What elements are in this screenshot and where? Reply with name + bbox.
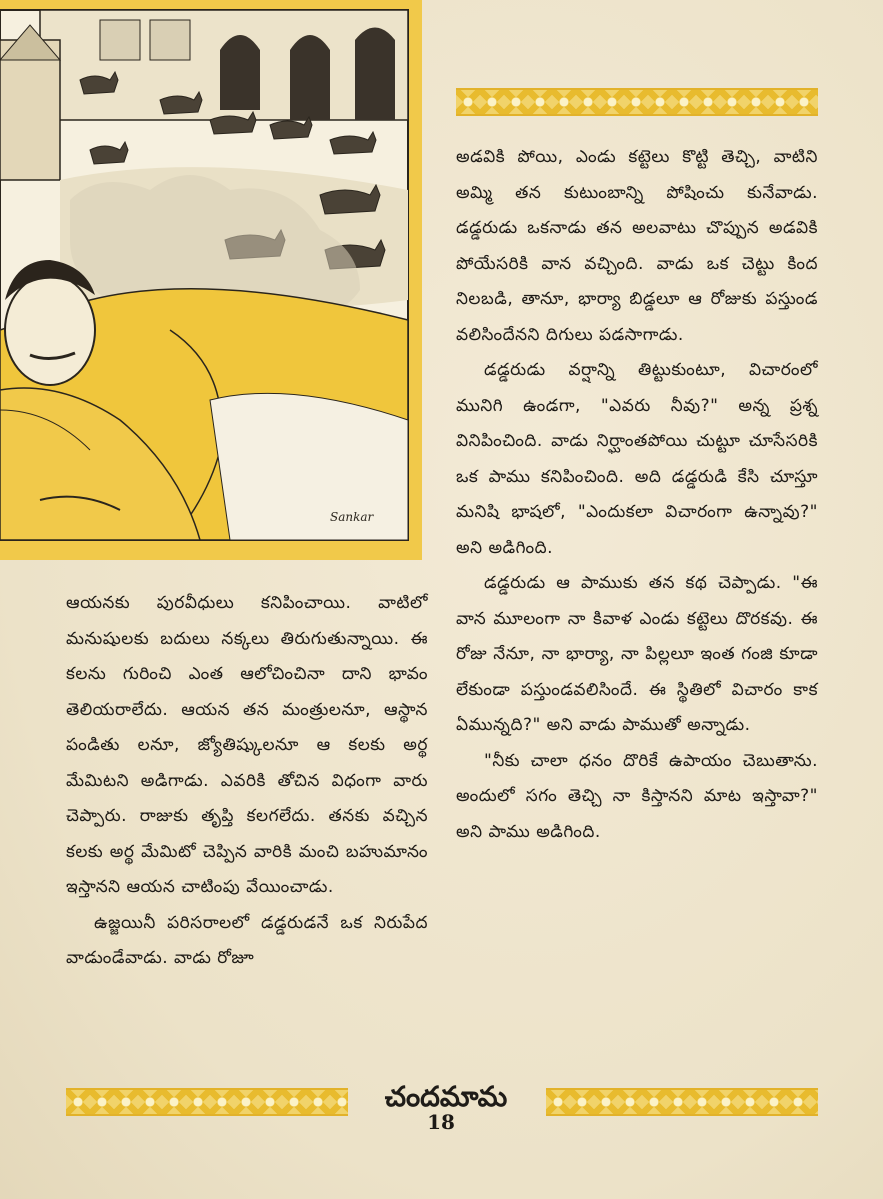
top-ornament-border: [456, 88, 818, 116]
dream-of-jackals-image: [0, 0, 422, 560]
paragraph: ఉజ్జయినీ పరిసరాలలో డడ్డరుడనే ఒక నిరుపేద వాడుండేవాడు. వాడు రోజూ: [66, 912, 428, 968]
paragraph: ఆయనకు పురవీధులు కనిపించాయి. వాటిలో మనుషులకు బదులు నక్కలు తిరుగుతున్నాయి. ఈ కలను గురించి ఎంత ఆలోచించినా దాని భావం తెలియరాలేదు. ఆయన తన మంత్రులనూ, ఆస్థాన పండితు లనూ, జ్యోతిష్కులనూ ఆ కలకు అర్థ మేమిటని అడిగాడు. ఎవరికి తోచిన విధంగా వారు చెప్పారు. రాజుకు తృప్తి కలగలేదు. తనకు వచ్చిన కలకు అర్థ మేమిటో చెప్పిన వారికి మంచి బహుమానం ఇస్తానని ఆయన చాటింపు వేయించాడు.: [66, 593, 428, 897]
page-number: 18: [427, 1110, 455, 1134]
paragraph: డడ్డరుడు ఆ పాముకు తన కథ చెప్పాడు. "ఈ వాన మూలంగా నా కివాళ ఎండు కట్టెలు దొరకవు. ఈ రోజు నేనూ, నా భార్యా, నా పిల్లలూ ఇంత గంజి కూడా లేకుండా పస్తుండవలిసిందే. ఈ స్థితిలో విచారం కాక ఏమున్నది?" అని వాడు పాముతో అన్నాడు.: [456, 573, 818, 735]
paragraph: "నీకు చాలా ధనం దొరికే ఉపాయం చెబుతాను. అందులో సగం తెచ్చి నా కిస్తానని మాట ఇస్తావా?" అని పాము అడిగింది.: [456, 750, 818, 842]
artist-signature: Sankar: [330, 510, 374, 524]
paragraph: అడవికి పోయి, ఎండు కట్టెలు కొట్టి తెచ్చి, వాటిని అమ్మి తన కుటుంబాన్ని పోషించు కునేవాడు. డడ్డరుడు ఒకనాడు తన అలవాటు చొప్పున అడవికి పోయేసరికి వాన వచ్చింది. వాడు ఒక చెట్టు కింద నిలబడి, తానూ, భార్యా బిడ్డలూ ఆ రోజుకు పస్తుండ వలిసిందేనని దిగులు పడసాగాడు.: [456, 147, 818, 345]
footer-ornament-left: [66, 1088, 348, 1116]
story-illustration: [0, 0, 422, 560]
right-text-column: [456, 140, 818, 1060]
footer-ornament-right: [546, 1088, 818, 1116]
left-text-column: [66, 586, 428, 1066]
paragraph: డడ్డరుడు వర్షాన్ని తిట్టుకుంటూ, విచారంలో మునిగి ఉండగా, "ఎవరు నీవు?" అన్న ప్రశ్న వినిపించింది. వాడు నిర్ఘాంతపోయి చుట్టూ చూసేసరికి ఒక పాము కనిపించింది. అది డడ్డరుడి కేసి చూస్తూ మనిషి భాషలో, "ఎందుకలా విచారంగా ఉన్నావు?" అని అడిగింది.: [456, 360, 818, 558]
magazine-title: చందమామ: [384, 1080, 508, 1113]
